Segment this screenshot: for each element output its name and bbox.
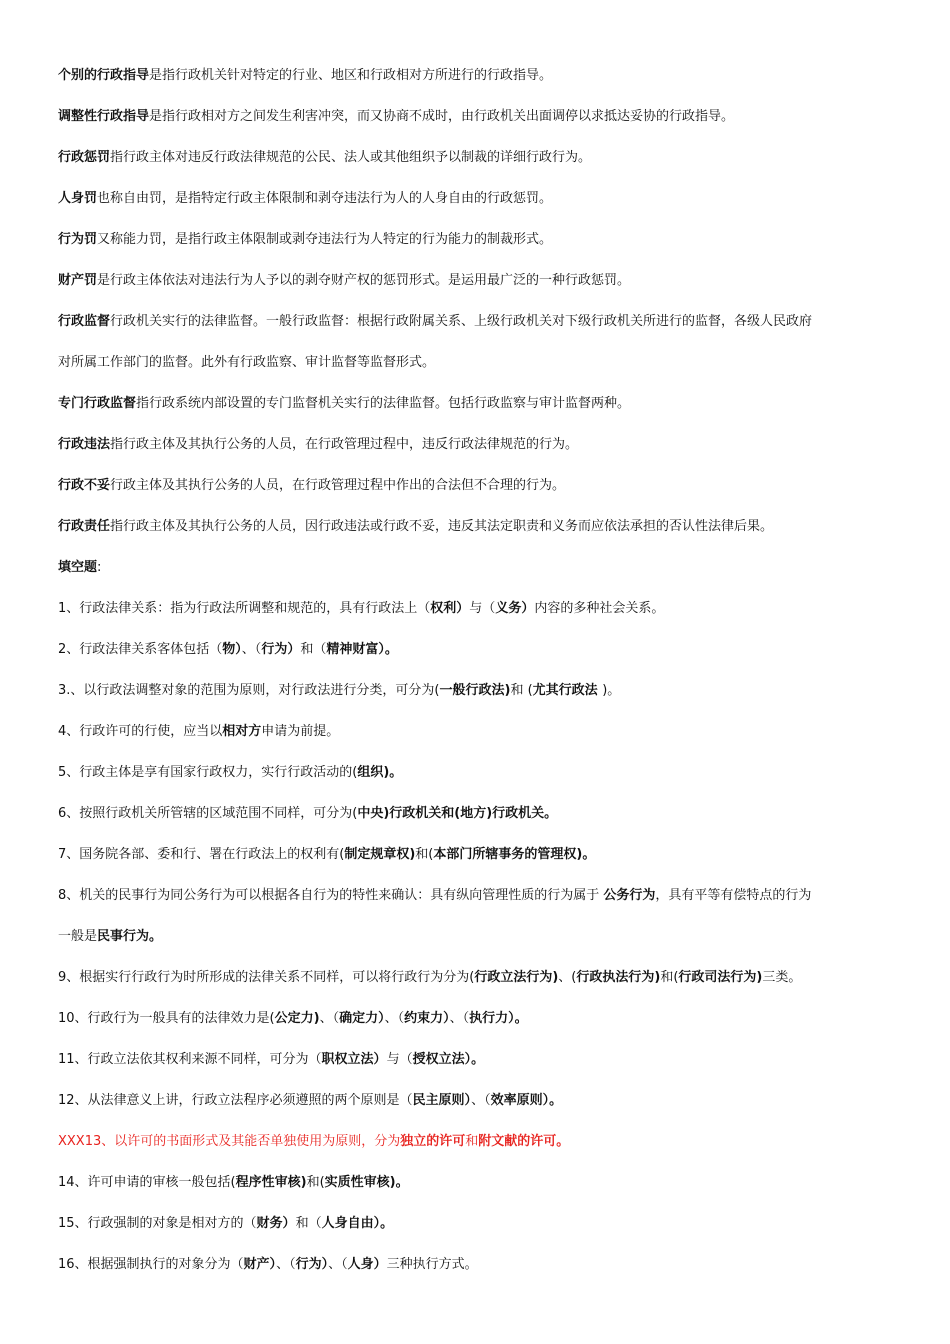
- question-text: 三种执行方式。: [386, 1257, 478, 1272]
- question-text: 、（: [384, 1011, 405, 1026]
- definition-text: 是指行政机关针对特定的行业、地区和行政相对方所进行的行政指导。: [149, 68, 553, 83]
- question-text: 7、国务院各部、委和行、署在行政法上的权利有(: [58, 847, 345, 862]
- answer-text: 民主原则）: [412, 1093, 472, 1108]
- definition-term: 行政责任: [58, 519, 111, 534]
- question-text: 和 (: [510, 683, 533, 698]
- question-text: 和(: [660, 970, 679, 985]
- document-page: [58, 66, 908, 1296]
- definition-term: 财产罚: [58, 273, 98, 288]
- answer-text: 民事行为。: [97, 929, 163, 944]
- definition-item: [58, 394, 908, 414]
- question-text: 内容的多种社会关系。: [534, 601, 665, 616]
- definition-term: 行政监督: [58, 314, 111, 329]
- question-text: 与（: [469, 601, 496, 616]
- question-text: 1、行政法律关系：指为行政法所调整和规范的，具有行政法上（: [58, 601, 431, 616]
- definition-text: 是指行政相对方之间发生利害冲突，而又协商不成时，由行政机关出面调停以求抵达妥协的行政指导。: [149, 109, 735, 124]
- definition-item: [58, 66, 908, 86]
- definition-text: 也称自由罚，是指特定行政主体限制和剥夺违法行为人的人身自由的行政惩罚。: [97, 191, 553, 206]
- fill-blank-item: [58, 640, 908, 660]
- fill-blank-item: [58, 681, 908, 701]
- definition-text: 指行政主体及其执行公务的人员，因行政违法或行政不妥，违反其法定职责和义务而应依法承担的否认性法律后果。: [110, 519, 774, 534]
- question-text: 一般是: [58, 929, 98, 944]
- answer-text: 实质性审核)。: [324, 1175, 409, 1190]
- definition-item: [58, 189, 908, 209]
- answer-text: 财产）: [243, 1257, 277, 1272]
- fill-blank-item: [58, 1173, 908, 1193]
- question-text: 16、根据强制执行的对象分为（: [58, 1257, 244, 1272]
- answer-text: 一般行政法): [439, 683, 511, 698]
- question-text: )。: [602, 683, 621, 698]
- question-text: 申请为前提。: [261, 724, 340, 739]
- question-text: 三类。: [762, 970, 802, 985]
- definition-item: [58, 148, 908, 168]
- definition-item: [58, 435, 908, 455]
- question-text: 和(: [306, 1175, 325, 1190]
- answer-text: 职权立法）: [321, 1052, 387, 1067]
- answer-text: 人身）: [347, 1257, 387, 1272]
- question-text: 、（: [328, 1257, 348, 1272]
- fill-blank-item: [58, 845, 908, 865]
- definition-text-continued: 对所属工作部门的监督。此外有行政监察、审计监督等监督形式。: [58, 355, 436, 370]
- fill-blank-section: [58, 599, 908, 1275]
- definition-term: 行政惩罚: [58, 150, 111, 165]
- answer-text: 制定规章权): [344, 847, 416, 862]
- question-text: 5、行政主体是享有国家行政权力，实行行政活动的(: [58, 765, 358, 780]
- question-text: 12、从法律意义上讲，行政立法程序必须遵照的两个原则是（: [58, 1093, 413, 1108]
- definition-item: [58, 476, 908, 496]
- answer-text: 附文献的许可。: [478, 1134, 570, 1149]
- definition-term: 人身罚: [58, 191, 98, 206]
- answer-text: 中央)行政机关和(地方)行政机关。: [357, 806, 558, 821]
- question-text: ，具有平等有偿特点的行为: [655, 888, 812, 903]
- question-text: XXX13、以许可的书面形式及其能否单独使用为原则，分为: [58, 1134, 401, 1149]
- fill-blank-heading-label: 填空题: [58, 560, 98, 575]
- fill-blank-heading-colon: :: [97, 560, 102, 575]
- question-text: 、（: [319, 1011, 340, 1026]
- definition-item: [58, 107, 908, 127]
- answer-text: 本部门所辖事务的管理权)。: [433, 847, 596, 862]
- question-text: 、（: [449, 1011, 470, 1026]
- answer-text: 行政立法行为): [474, 970, 559, 985]
- fill-blank-item: [58, 1009, 908, 1029]
- answer-text: 权利）: [430, 601, 470, 616]
- definition-text: 指行政主体及其执行公务的人员，在行政管理过程中，违反行政法律规范的行为。: [110, 437, 579, 452]
- answer-text: 效率原则）。: [490, 1093, 563, 1108]
- question-text: 2、行政法律关系客体包括（: [58, 642, 223, 657]
- fill-blank-item: [58, 763, 908, 783]
- fill-blank-item: [58, 1214, 908, 1234]
- fill-blank-item: [58, 599, 908, 619]
- definition-text: 又称能力罚，是指行政主体限制或剥夺违法行为人特定的行为能力的制裁形式。: [97, 232, 553, 247]
- question-text: 3.、以行政法调整对象的范围为原则，对行政法进行分类，可分为(: [58, 683, 440, 698]
- definition-term: 行为罚: [58, 232, 98, 247]
- question-text: 4、行政许可的行使，应当以: [58, 724, 223, 739]
- answer-text: 授权立法）。: [412, 1052, 485, 1067]
- answer-text: 独立的许可: [400, 1134, 466, 1149]
- definition-text: 是行政主体依法对违法行为人予以的剥夺财产权的惩罚形式。是运用最广泛的一种行政惩罚。: [97, 273, 631, 288]
- question-text: 9、根据实行行政行为时所形成的法律关系不同样，可以将行政行为分为(: [58, 970, 475, 985]
- fill-blank-item: [58, 804, 908, 824]
- answer-text: 人身自由）。: [321, 1216, 394, 1231]
- definition-text: 行政机关实行的法律监督。一般行政监督：根据行政附属关系、上级行政机关对下级行政机关所进行的监督，各级人民政府: [110, 314, 813, 329]
- question-text: 和（: [300, 642, 327, 657]
- answer-text: 约束力）: [404, 1011, 450, 1026]
- question-text: 11、行政立法依其权利来源不同样，可分为（: [58, 1052, 322, 1067]
- answer-text: 行政司法行为): [678, 970, 763, 985]
- question-text: 、（: [471, 1093, 491, 1108]
- definition-term: 调整性行政指导: [58, 109, 150, 124]
- definitions-section: [58, 66, 908, 537]
- answer-text: 确定力）: [339, 1011, 385, 1026]
- answer-text: 尤其行政法: [532, 683, 603, 698]
- answer-text: 物）: [222, 642, 242, 657]
- fill-blank-item: [58, 1091, 908, 1111]
- question-text: 与（: [386, 1052, 413, 1067]
- answer-text: 行为）: [295, 1257, 329, 1272]
- fill-blank-item: [58, 1132, 908, 1152]
- answer-text: 公定力): [274, 1011, 320, 1026]
- answer-text: 义务）: [495, 601, 535, 616]
- answer-text: 执行力）。: [469, 1011, 528, 1026]
- definition-term: 专门行政监督: [58, 396, 137, 411]
- fill-blank-heading: [58, 558, 908, 578]
- definition-text: 指行政主体对违反行政法律规范的公民、法人或其他组织予以制裁的详细行政行为。: [110, 150, 592, 165]
- question-text: 和(: [415, 847, 434, 862]
- fill-blank-item: [58, 1050, 908, 1070]
- question-text: 和: [465, 1134, 479, 1149]
- answer-text: 相对方: [222, 724, 262, 739]
- question-text: 、(: [558, 970, 577, 985]
- definition-item: [58, 312, 908, 373]
- definition-text: 行政主体及其执行公务的人员，在行政管理过程中作出的合法但不合理的行为。: [110, 478, 566, 493]
- definition-text: 指行政系统内部设置的专门监督机关实行的法律监督。包括行政监察与审计监督两种。: [136, 396, 631, 411]
- fill-blank-item: [58, 886, 908, 906]
- question-text: 14、许可申请的审核一般包括(: [58, 1175, 236, 1190]
- question-text: 8、机关的民事行为同公务行为可以根据各自行为的特性来确认：具有纵向管理性质的行为属于: [58, 888, 604, 903]
- answer-text: 精神财富）。: [326, 642, 398, 657]
- question-text: 10、行政行为一般具有的法律效力是(: [58, 1011, 275, 1026]
- answer-text: 组织)。: [357, 765, 403, 780]
- fill-blank-item: [58, 1255, 908, 1275]
- fill-blank-item: [58, 968, 908, 988]
- fill-blank-item: [58, 927, 908, 947]
- definition-item: [58, 230, 908, 250]
- question-text: 15、行政强制的对象是相对方的（: [58, 1216, 257, 1231]
- definition-term: 个别的行政指导: [58, 68, 150, 83]
- definition-term: 行政违法: [58, 437, 111, 452]
- answer-text: 行政执法行为): [576, 970, 661, 985]
- question-text: 和（: [295, 1216, 322, 1231]
- definition-term: 行政不妥: [58, 478, 111, 493]
- answer-text: 行为）: [261, 642, 301, 657]
- question-text: 、（: [276, 1257, 296, 1272]
- answer-text: 公务行为: [603, 888, 656, 903]
- definition-item: [58, 517, 908, 537]
- answer-text: 程序性审核): [235, 1175, 307, 1190]
- question-text: 、（: [241, 642, 262, 657]
- definition-item: [58, 271, 908, 291]
- question-text: 6、按照行政机关所管辖的区域范围不同样，可分为(: [58, 806, 358, 821]
- fill-blank-item: [58, 722, 908, 742]
- answer-text: 财务）: [256, 1216, 296, 1231]
